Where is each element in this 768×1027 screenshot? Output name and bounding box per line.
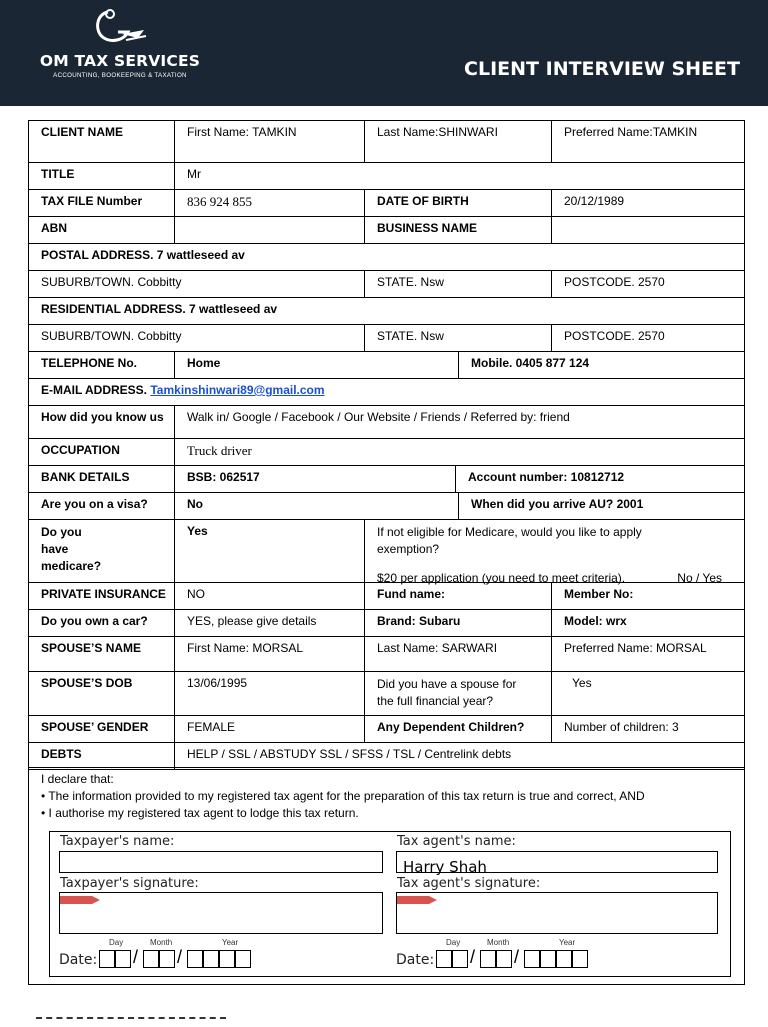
medicare-exemption-choice[interactable]: No / Yes: [677, 571, 722, 585]
dob-label: DATE OF BIRTH: [365, 190, 552, 216]
spouse-dob-value[interactable]: 13/06/1995: [175, 672, 365, 715]
spouse-gender-row: [29, 716, 744, 743]
referral-row: [29, 406, 744, 439]
referral-label: How did you know us: [29, 406, 175, 438]
agent-date-box[interactable]: [480, 950, 496, 968]
taxpayer-year-label: Year: [222, 938, 239, 947]
postal-suburb-row: [29, 271, 744, 298]
declaration-section: [28, 767, 745, 985]
cropped-footer-text: [36, 1017, 226, 1027]
taxpayer-date-box[interactable]: [203, 950, 219, 968]
sign-here-tag-icon: [60, 896, 100, 904]
medicare-exemption: [365, 520, 744, 585]
taxpayer-month-label: Month: [150, 938, 173, 947]
abn-label: ABN: [29, 217, 175, 243]
postal-suburb[interactable]: SUBURB/TOWN. Cobbitty: [29, 271, 365, 297]
spouse-gender-value[interactable]: FEMALE: [175, 716, 365, 742]
taxpayer-name-field[interactable]: [59, 851, 383, 873]
agent-date-box[interactable]: [556, 950, 572, 968]
date-slash: /: [514, 947, 520, 967]
bsb-value[interactable]: BSB: 062517: [175, 466, 456, 492]
agent-date-box[interactable]: [540, 950, 556, 968]
taxpayer-day-label: Day: [109, 938, 124, 947]
medicare-value[interactable]: Yes: [175, 520, 365, 582]
declaration-line-2: • I authorise my registered tax agent to lodge this tax return.: [41, 806, 359, 820]
agent-date-box[interactable]: [452, 950, 468, 968]
title-row: [29, 163, 744, 190]
business-name-value[interactable]: [552, 217, 744, 243]
debts-value[interactable]: HELP / SSL / ABSTUDY SSL / SFSS / TSL / Centrelink debts: [187, 747, 512, 761]
tax-agent-name-value: Harry Shah: [403, 858, 487, 876]
agent-year-label: Year: [559, 938, 576, 947]
visa-row: [29, 493, 744, 520]
agent-date-label: Date:: [396, 952, 435, 968]
medicare-label-line3: medicare?: [41, 559, 102, 573]
dependent-children-label: Any Dependent Children?: [365, 716, 552, 742]
taxpayer-signature-field[interactable]: [59, 892, 383, 934]
agent-date-box[interactable]: [436, 950, 452, 968]
insurance-label: PRIVATE INSURANCE: [29, 583, 175, 609]
client-last-name[interactable]: Last Name:SHINWARI: [365, 121, 552, 162]
postal-state[interactable]: STATE. Nsw: [365, 271, 552, 297]
spouse-dob-label: SPOUSE’S DOB: [29, 672, 175, 715]
client-preferred-name[interactable]: Preferred Name:TAMKIN: [564, 125, 698, 139]
tax-agent-signature-field[interactable]: [396, 892, 718, 934]
referral-value[interactable]: Walk in/ Google / Facebook / Our Website / Friends / Referred by: friend: [187, 410, 570, 424]
postal-address[interactable]: POSTAL ADDRESS. 7 wattleseed av: [41, 248, 245, 262]
declaration-line-1: • The information provided to my registered tax agent for the preparation of this tax return is true and correct, AND: [41, 789, 645, 803]
car-value[interactable]: YES, please give details: [175, 610, 365, 636]
residential-postcode[interactable]: POSTCODE. 2570: [564, 329, 665, 343]
residential-address-row: [29, 298, 744, 325]
tfn-row: [29, 190, 744, 217]
taxpayer-name-label: Taxpayer's name:: [60, 834, 175, 849]
spouse-full-year-question: [365, 672, 552, 715]
declaration-intro: I declare that:: [41, 772, 114, 786]
page-title: CLIENT INTERVIEW SHEET: [464, 58, 740, 80]
bank-row: [29, 466, 744, 493]
tax-agent-name-field[interactable]: [396, 851, 718, 876]
agent-day-label: Day: [446, 938, 461, 947]
dob-value[interactable]: 20/12/1989: [564, 194, 625, 208]
spouse-name-row: [29, 637, 744, 672]
date-slash: /: [470, 947, 476, 967]
member-number[interactable]: Member No:: [564, 587, 634, 601]
taxpayer-date-label: Date:: [59, 952, 98, 968]
account-number[interactable]: Account number: 10812712: [468, 470, 625, 484]
telephone-row: [29, 352, 744, 379]
title-label: TITLE: [29, 163, 175, 189]
interview-form: [28, 120, 745, 770]
occupation-row: [29, 439, 744, 466]
residential-suburb-row: [29, 325, 744, 352]
date-slash: /: [133, 947, 139, 967]
header-banner: [0, 0, 768, 106]
client-name-row: [29, 121, 744, 163]
title-value[interactable]: Mr: [187, 167, 201, 181]
car-model[interactable]: Model: wrx: [564, 614, 627, 628]
occupation-label: OCCUPATION: [29, 439, 175, 465]
postal-postcode[interactable]: POSTCODE. 2570: [564, 275, 665, 289]
spouse-name-label: SPOUSE’S NAME: [29, 637, 175, 671]
insurance-value[interactable]: NO: [175, 583, 365, 609]
visa-label: Are you on a visa?: [29, 493, 175, 519]
tax-agent-signature-label: Tax agent's signature:: [397, 876, 541, 891]
car-row: [29, 610, 744, 637]
occupation-value[interactable]: Truck driver: [187, 443, 252, 458]
agent-date-box[interactable]: [524, 950, 540, 968]
insurance-row: [29, 583, 744, 610]
medicare-label-line1: Do you: [41, 525, 82, 539]
medicare-note-1: If not eligible for Medicare, would you like to apply: [377, 525, 642, 539]
bank-label: BANK DETAILS: [29, 466, 175, 492]
spouse-full-year-line1: Did you have a spouse for: [377, 677, 517, 691]
email-link[interactable]: Tamkinshinwari89@gmail.com: [150, 383, 325, 397]
client-name-label: CLIENT NAME: [29, 121, 175, 162]
abn-value[interactable]: [175, 217, 365, 243]
taxpayer-date-box[interactable]: [219, 950, 235, 968]
taxpayer-date-box[interactable]: [187, 950, 203, 968]
postal-address-row: [29, 244, 744, 271]
residential-suburb[interactable]: SUBURB/TOWN. Cobbitty: [29, 325, 365, 351]
logo-icon: [88, 6, 148, 48]
taxpayer-date-box[interactable]: [235, 950, 251, 968]
medicare-note-3: $20 per application (you need to meet criteria).: [377, 571, 626, 585]
taxpayer-signature-label: Taxpayer's signature:: [60, 876, 199, 891]
abn-row: [29, 217, 744, 244]
arrival-year[interactable]: When did you arrive AU? 2001: [471, 497, 644, 511]
taxpayer-date-box[interactable]: [99, 950, 115, 968]
mobile-phone[interactable]: Mobile. 0405 877 124: [471, 356, 590, 370]
medicare-label: [29, 520, 175, 582]
medicare-row: [29, 520, 744, 583]
brand-tagline: ACCOUNTING, BOOKEEPING & TAXATION: [53, 72, 187, 79]
email-cell: [29, 379, 744, 405]
visa-value[interactable]: No: [175, 493, 459, 519]
car-brand[interactable]: Brand: Subaru: [365, 610, 552, 636]
spouse-first-name[interactable]: First Name: MORSAL: [175, 637, 365, 671]
tax-agent-name-label: Tax agent's name:: [397, 834, 516, 849]
signature-block: [49, 831, 731, 977]
spouse-dob-row: [29, 672, 744, 716]
tfn-label: TAX FILE Number: [29, 190, 175, 216]
residential-address[interactable]: RESIDENTIAL ADDRESS. 7 wattleseed av: [41, 302, 278, 316]
tfn-value[interactable]: 836 924 855: [175, 190, 365, 216]
residential-state[interactable]: STATE. Nsw: [365, 325, 552, 351]
agent-month-label: Month: [487, 938, 510, 947]
brand-name: OM TAX SERVICES: [39, 52, 201, 70]
spouse-preferred-name[interactable]: Preferred Name: MORSAL: [564, 641, 707, 655]
car-label: Do you own a car?: [29, 610, 175, 636]
business-name-label: BUSINESS NAME: [365, 217, 552, 243]
taxpayer-date-box[interactable]: [143, 950, 159, 968]
spouse-gender-label: SPOUSE’ GENDER: [29, 716, 175, 742]
taxpayer-date-box[interactable]: [159, 950, 175, 968]
debts-row: [29, 743, 744, 770]
telephone-label: TELEPHONE No.: [29, 352, 175, 378]
client-first-name[interactable]: First Name: TAMKIN: [175, 121, 365, 162]
spouse-full-year-value[interactable]: Yes: [572, 676, 592, 690]
number-of-children[interactable]: Number of children: 3: [564, 720, 679, 734]
date-slash: /: [177, 947, 183, 967]
medicare-label-line2: have: [41, 542, 69, 556]
agent-date-box[interactable]: [496, 950, 512, 968]
debts-label: DEBTS: [29, 743, 175, 769]
email-label: E-MAIL ADDRESS.: [41, 383, 148, 397]
fund-name[interactable]: Fund name:: [365, 583, 552, 609]
email-row: [29, 379, 744, 406]
declaration-text: [41, 771, 645, 822]
agent-date-box[interactable]: [572, 950, 588, 968]
sign-here-tag-icon: [397, 896, 437, 904]
home-phone[interactable]: Home: [175, 352, 459, 378]
taxpayer-date-box[interactable]: [115, 950, 131, 968]
medicare-note-2: exemption?: [377, 542, 440, 556]
spouse-last-name[interactable]: Last Name: SARWARI: [365, 637, 552, 671]
spouse-full-year-line2: the full financial year?: [377, 694, 494, 708]
